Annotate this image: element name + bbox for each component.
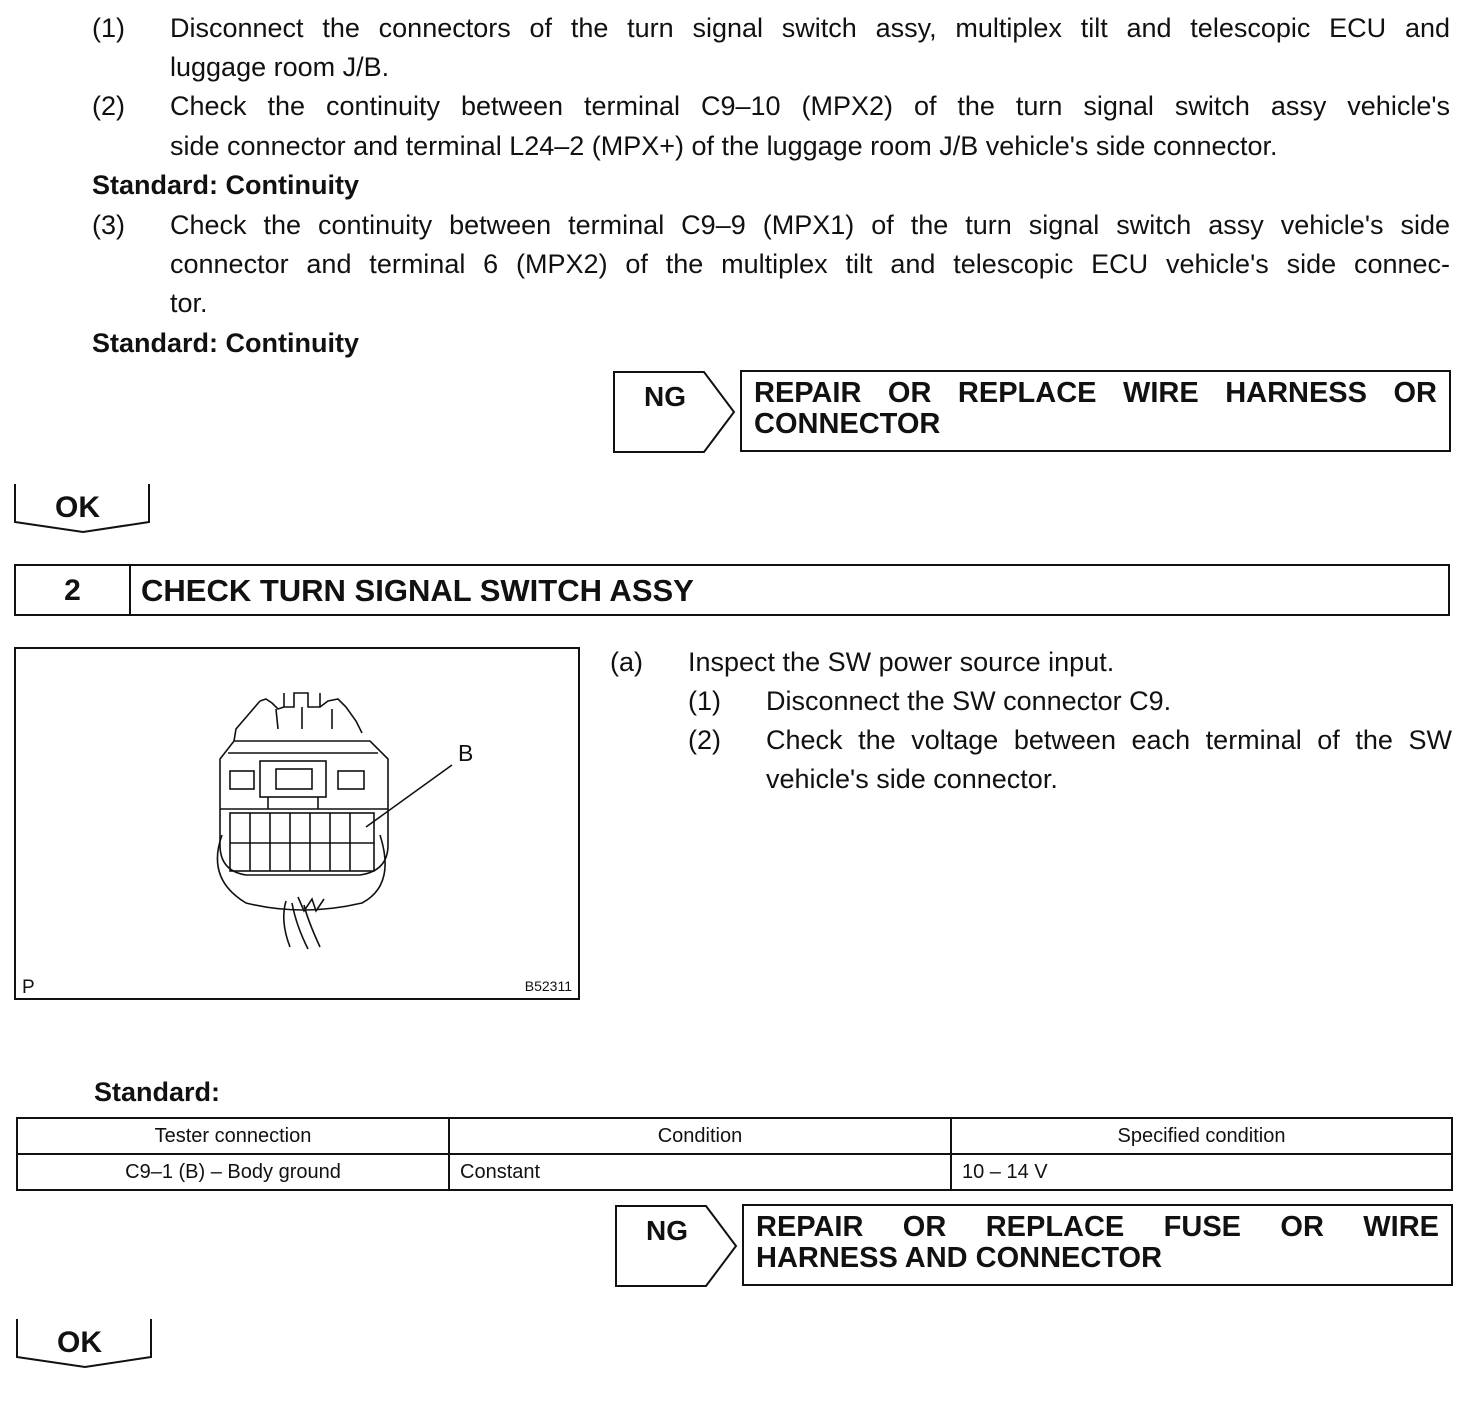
callout-b-label: B xyxy=(458,740,474,766)
column-header: Specified condition xyxy=(951,1118,1452,1154)
column-header: Condition xyxy=(449,1118,951,1154)
step-a-text: Inspect the SW power source input. xyxy=(688,647,1115,677)
ng-action-box xyxy=(742,1204,1453,1286)
column-header: Tester connection xyxy=(17,1118,449,1154)
substep-number: (2) xyxy=(688,725,721,755)
table-cell: 10 – 14 V xyxy=(951,1154,1452,1190)
table-header-row xyxy=(17,1118,1452,1154)
step-number: (1) xyxy=(92,13,125,43)
step-a-number: (a) xyxy=(610,647,643,677)
figure-id: B52311 xyxy=(524,978,572,994)
substep-text-line: Check the voltage between each terminal of the SW xyxy=(766,725,1452,755)
table-cell: Constant xyxy=(449,1154,951,1190)
ng-label: NG xyxy=(644,381,686,412)
standard-continuity: Standard: Continuity xyxy=(92,170,359,200)
ok-label: OK xyxy=(55,491,100,524)
ok-label: OK xyxy=(57,1326,102,1359)
step-text-line: tor. xyxy=(170,288,208,318)
step-text-line: Check the continuity between terminal C9–9 (MPX1) of the turn signal switch assy vehicle's side xyxy=(170,210,1450,240)
spec-table xyxy=(16,1117,1453,1191)
connector-figure xyxy=(14,647,580,1000)
standard-label: Standard: xyxy=(94,1077,221,1107)
section-header xyxy=(14,564,1450,616)
step-text-line: connector and terminal 6 (MPX2) of the multiplex tilt and telescopic ECU vehicle's side connec- xyxy=(170,249,1450,279)
ng-label: NG xyxy=(646,1215,688,1246)
ng-action-box xyxy=(740,370,1451,452)
table-cell: C9–1 (B) – Body ground xyxy=(17,1154,449,1190)
ng-action-line: CONNECTOR xyxy=(754,408,941,440)
section-title: CHECK TURN SIGNAL SWITCH ASSY xyxy=(141,573,694,608)
substep-text-line: Disconnect the SW connector C9. xyxy=(766,686,1172,716)
substep-text-line: vehicle's side connector. xyxy=(766,764,1058,794)
table-row xyxy=(17,1154,1452,1190)
ng-action-line: REPAIR OR REPLACE FUSE OR WIRE xyxy=(756,1211,1439,1243)
connector-diagram-icon xyxy=(16,649,578,998)
substep-number: (1) xyxy=(688,686,721,716)
ng-action-line: HARNESS AND CONNECTOR xyxy=(756,1242,1163,1274)
step-number: (2) xyxy=(92,91,125,121)
figure-corner-p: P xyxy=(22,977,35,998)
step-text-line: luggage room J/B. xyxy=(170,52,390,82)
step-text-line: Disconnect the connectors of the turn signal switch assy, multiplex tilt and telescopic ECU and xyxy=(170,13,1450,43)
standard-continuity: Standard: Continuity xyxy=(92,328,359,358)
step-text-line: Check the continuity between terminal C9–10 (MPX2) of the turn signal switch assy vehicle's xyxy=(170,91,1450,121)
step-text-line: side connector and terminal L24–2 (MPX+) of the luggage room J/B vehicle's side connector. xyxy=(170,131,1278,161)
section-number: 2 xyxy=(16,566,131,614)
step-number: (3) xyxy=(92,210,125,240)
ng-action-line: REPAIR OR REPLACE WIRE HARNESS OR xyxy=(754,377,1437,409)
